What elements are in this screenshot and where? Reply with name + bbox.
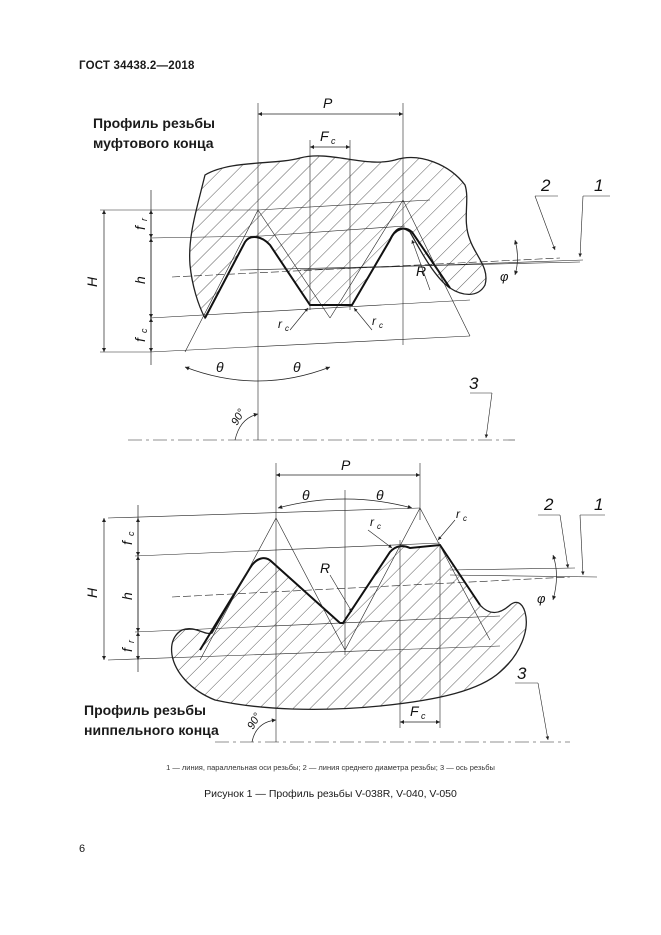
dim-theta-left-bottom: θ (302, 487, 310, 503)
dim-R-bottom: R (320, 560, 331, 576)
dim-h-bottom: h (119, 592, 135, 600)
marker-2-top: 2 (541, 176, 551, 195)
marker-3-top: 3 (469, 374, 479, 393)
document-header: ГОСТ 34438.2—2018 (79, 60, 195, 72)
dim-theta-right-bottom: θ (376, 487, 384, 503)
dim-Fc-sub-bottom: c (421, 711, 426, 721)
dim-phi-bottom: φ (537, 591, 546, 606)
dim-h-top: h (132, 276, 148, 284)
dim-theta-right-top: θ (293, 359, 301, 375)
box-hatched-body (190, 156, 486, 318)
dim-P-bottom: P (341, 457, 351, 473)
dim-rc-left-bottom: r (370, 515, 374, 529)
dim-Fc-top: F (320, 128, 329, 144)
pin-thread-profile (104, 463, 605, 742)
dim-rc-right-bottom: r (456, 507, 460, 521)
figure-caption: Рисунок 1 — Профиль резьбы V-038R, V-040, V-050 (204, 788, 457, 800)
figure-legend: 1 — линия, параллельная оси резьбы; 2 — линия среднего диаметра резьбы; 3 — ось резьбы (166, 763, 495, 772)
dim-rc-left-sub-bottom: c (377, 522, 381, 531)
pin-profile-label-line2: ниппельного конца (84, 722, 219, 738)
marker-2-bottom: 2 (544, 495, 554, 514)
dim-rc-left-top: r (278, 317, 282, 331)
dim-H-bottom: H (84, 587, 100, 598)
marker-1-top: 1 (594, 176, 604, 195)
dim-90-bottom: 90° (245, 711, 264, 732)
dim-fc-sub-top: c (139, 328, 149, 333)
dim-H-top: H (84, 276, 100, 287)
dim-fc-sub-bottom: c (126, 531, 136, 536)
marker-1-bottom: 1 (594, 495, 604, 514)
dim-theta-left-top: θ (216, 359, 224, 375)
dim-90-top: 90° (229, 407, 248, 428)
dim-fr-sub-top: r (139, 218, 149, 221)
dim-phi-top: φ (500, 269, 509, 284)
dim-Fc-bottom: F (410, 703, 419, 719)
dim-rc-right-sub-bottom: c (463, 514, 467, 523)
pin-profile-label-line1: Профиль резьбы (84, 702, 206, 718)
box-thread-profile (100, 103, 610, 440)
dim-fr-sub-bottom: r (126, 640, 136, 643)
dim-rc-right-sub-top: c (379, 321, 383, 330)
dim-fc-top: f (132, 338, 148, 342)
box-profile-label-line2: муфтового конца (93, 135, 214, 151)
dim-R-top: R (416, 263, 427, 279)
page-number: 6 (79, 843, 86, 855)
dim-fc-bottom: f (119, 541, 135, 545)
dim-rc-right-top: r (372, 314, 376, 328)
marker-3-bottom: 3 (517, 664, 527, 683)
dim-P-top: P (323, 95, 333, 111)
dim-rc-left-sub-top: c (285, 324, 289, 333)
box-profile-label-line1: Профиль резьбы (93, 115, 215, 131)
dim-Fc-sub-top: c (331, 136, 336, 146)
dim-fr-bottom: f (119, 648, 135, 652)
dim-fr-top: f (132, 226, 148, 230)
